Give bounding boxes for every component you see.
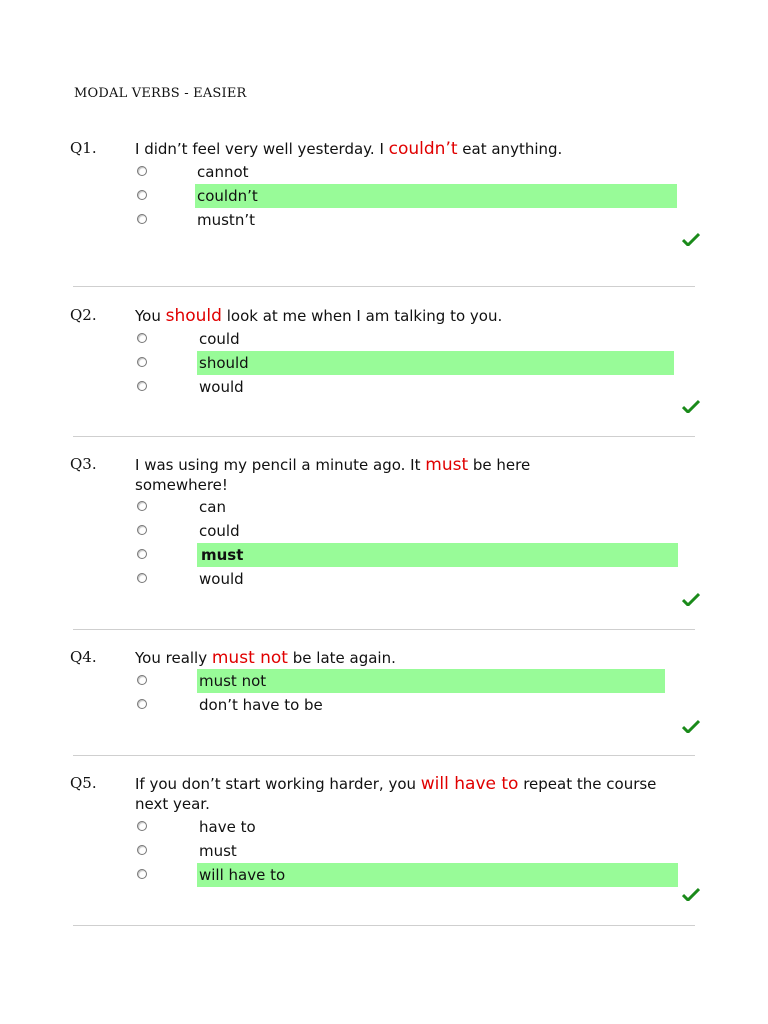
checkmark-icon xyxy=(682,719,700,733)
radio-button-icon[interactable] xyxy=(137,549,147,559)
answer-highlight: couldn’t xyxy=(388,139,458,159)
correct-answer-highlight xyxy=(195,184,677,208)
checkmark-icon xyxy=(682,232,700,246)
option[interactable] xyxy=(0,519,768,543)
question-text-part: eat anything. xyxy=(457,140,563,158)
answer-highlight: must xyxy=(425,455,469,475)
option-correct[interactable] xyxy=(0,351,768,375)
option[interactable] xyxy=(0,495,768,519)
option-label: must not xyxy=(199,672,267,690)
answer-highlight: will have to xyxy=(420,774,519,794)
option-label: should xyxy=(199,354,249,372)
question-text-part: repeat the course next year. xyxy=(135,775,657,813)
divider xyxy=(73,629,695,630)
correct-answer-highlight xyxy=(197,543,678,567)
option[interactable] xyxy=(0,327,768,351)
option-label: cannot xyxy=(197,163,249,181)
radio-button-icon[interactable] xyxy=(137,501,147,511)
question-text-part: look at me when I am talking to you. xyxy=(221,307,503,325)
divider xyxy=(73,925,695,926)
option[interactable] xyxy=(0,160,768,184)
option-correct[interactable] xyxy=(0,863,768,887)
question-text xyxy=(135,774,690,814)
option[interactable] xyxy=(0,375,768,399)
answer-highlight: must not xyxy=(211,648,288,668)
option[interactable] xyxy=(0,567,768,591)
option[interactable] xyxy=(0,839,768,863)
radio-button-icon[interactable] xyxy=(137,190,147,200)
option-label: can xyxy=(199,498,226,516)
question-number: Q4. xyxy=(70,648,97,666)
divider xyxy=(73,286,695,287)
option-label: will have to xyxy=(199,866,286,884)
question-text-part: be here somewhere! xyxy=(135,456,531,494)
option-correct[interactable] xyxy=(0,669,768,693)
option-label: must xyxy=(201,546,244,564)
option-label: could xyxy=(199,330,240,348)
question-text-part: I didn’t feel very well yesterday. I xyxy=(135,140,389,158)
option[interactable] xyxy=(0,815,768,839)
checkmark-icon xyxy=(682,399,700,413)
question-text-part: You really xyxy=(135,649,212,667)
question-text-part: If you don’t start working harder, you xyxy=(135,775,421,793)
option-label: would xyxy=(199,570,244,588)
divider xyxy=(73,755,695,756)
question-number: Q3. xyxy=(70,455,97,473)
radio-button-icon[interactable] xyxy=(137,333,147,343)
radio-button-icon[interactable] xyxy=(137,573,147,583)
question-text-part: You xyxy=(135,307,166,325)
radio-button-icon[interactable] xyxy=(137,845,147,855)
option-correct[interactable] xyxy=(0,543,768,567)
option-label: would xyxy=(199,378,244,396)
question-text xyxy=(135,648,680,668)
question-text xyxy=(135,455,615,495)
question-text xyxy=(135,139,680,159)
radio-button-icon[interactable] xyxy=(137,675,147,685)
question-text-part: be late again. xyxy=(287,649,396,667)
option-label: mustn’t xyxy=(197,211,255,229)
option-label: have to xyxy=(199,818,256,836)
radio-button-icon[interactable] xyxy=(137,381,147,391)
checkmark-icon xyxy=(682,887,700,901)
question-number: Q2. xyxy=(70,306,97,324)
radio-button-icon[interactable] xyxy=(137,821,147,831)
divider xyxy=(73,436,695,437)
option-label: must xyxy=(199,842,237,860)
question-text xyxy=(135,306,680,326)
option[interactable] xyxy=(0,693,768,717)
radio-button-icon[interactable] xyxy=(137,214,147,224)
question-text-part: I was using my pencil a minute ago. It xyxy=(135,456,426,474)
correct-answer-highlight xyxy=(197,351,674,375)
radio-button-icon[interactable] xyxy=(137,357,147,367)
page-title: MODAL VERBS - EASIER xyxy=(74,86,247,101)
radio-button-icon[interactable] xyxy=(137,525,147,535)
answer-highlight: should xyxy=(165,306,222,326)
correct-answer-highlight xyxy=(197,669,665,693)
option-label: don’t have to be xyxy=(199,696,323,714)
radio-button-icon[interactable] xyxy=(137,869,147,879)
question-number: Q1. xyxy=(70,139,97,157)
radio-button-icon[interactable] xyxy=(137,166,147,176)
radio-button-icon[interactable] xyxy=(137,699,147,709)
option-correct[interactable] xyxy=(0,184,768,208)
question-number: Q5. xyxy=(70,774,97,792)
option-label: couldn’t xyxy=(197,187,258,205)
checkmark-icon xyxy=(682,592,700,606)
option-label: could xyxy=(199,522,240,540)
option[interactable] xyxy=(0,208,768,232)
